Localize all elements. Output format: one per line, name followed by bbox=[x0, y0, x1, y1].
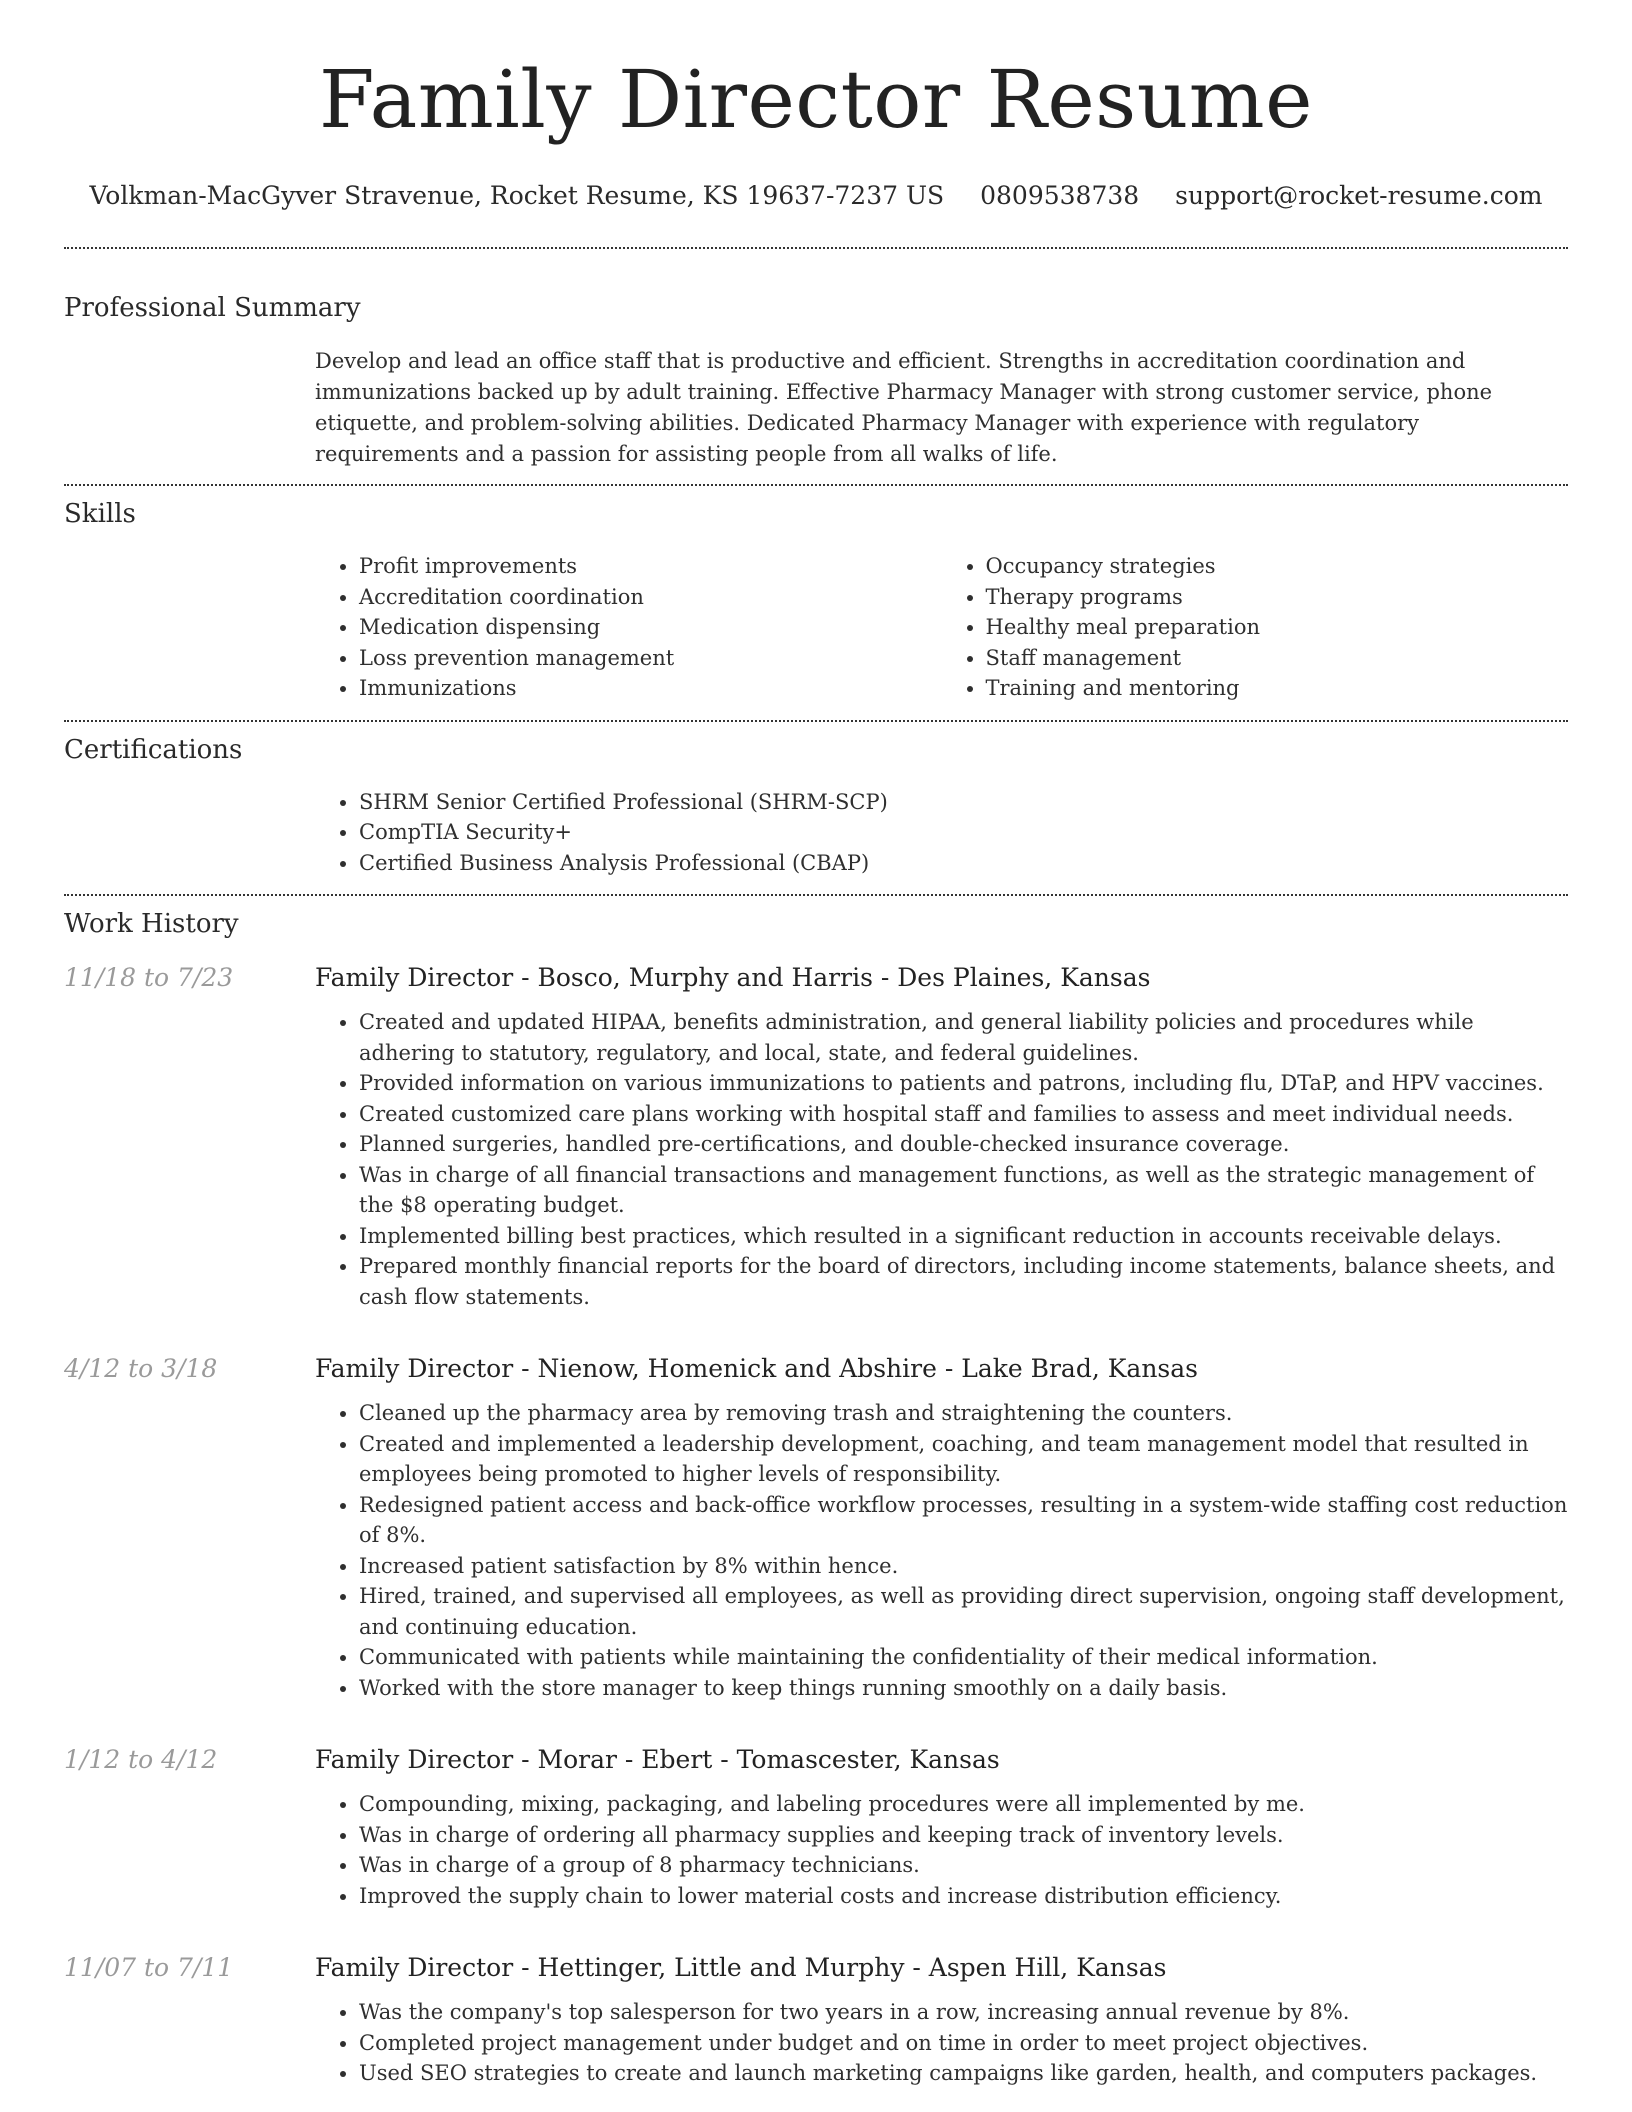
certifications-heading: Certifications bbox=[64, 734, 243, 765]
jobs-list bbox=[64, 961, 1568, 2089]
skills-columns bbox=[315, 551, 1568, 704]
skills-list-left bbox=[315, 551, 942, 704]
job-bullets-block bbox=[315, 1398, 1568, 1703]
skill-item: • Training and mentoring bbox=[986, 673, 1569, 704]
job-bullet: • Planned surgeries, handled pre-certifications, and double-checked insurance coverage. bbox=[359, 1129, 1568, 1160]
job-bullet: • Improved the supply chain to lower material costs and increase distribution efficiency. bbox=[359, 1881, 1568, 1912]
job-title: Family Director - Hettinger, Little and Murphy - Aspen Hill, Kansas bbox=[315, 1953, 1167, 1982]
skills-list-right bbox=[942, 551, 1569, 704]
certification-item: • SHRM Senior Certified Professional (SHRM-SCP) bbox=[359, 787, 1568, 818]
skill-item: • Profit improvements bbox=[359, 551, 942, 582]
summary-divider bbox=[64, 484, 1568, 486]
summary-heading: Professional Summary bbox=[64, 293, 361, 323]
skill-item: • Staff management bbox=[986, 643, 1569, 674]
skill-item: • Occupancy strategies bbox=[986, 551, 1569, 582]
job-bullets bbox=[315, 1398, 1568, 1703]
job-title: Family Director - Nienow, Homenick and Abshire - Lake Brad, Kansas bbox=[315, 1354, 1198, 1383]
job-bullet: • Implemented billing best practices, which resulted in a significant reduction in accounts receivable delays. bbox=[359, 1221, 1568, 1252]
job-bullet: • Was in charge of a group of 8 pharmacy technicians. bbox=[359, 1850, 1568, 1881]
job-bullet: • Was the company's top salesperson for two years in a row, increasing annual revenue by 8%. bbox=[359, 1997, 1568, 2028]
job-entry bbox=[64, 1352, 1568, 1703]
job-bullet: • Was in charge of ordering all pharmacy supplies and keeping track of inventory levels. bbox=[359, 1820, 1568, 1851]
contact-line bbox=[64, 180, 1568, 212]
work-history-section bbox=[64, 907, 1568, 2089]
skills-heading: Skills bbox=[64, 499, 136, 529]
job-bullets-block bbox=[315, 1007, 1568, 1312]
job-bullets bbox=[315, 1789, 1568, 1911]
job-date: 11/18 to 7/23 bbox=[64, 963, 234, 992]
job-bullet: • Hired, trained, and supervised all employees, as well as providing direct supervision, ongoing staff development, and continuing education. bbox=[359, 1581, 1568, 1642]
job-date: 11/07 to 7/11 bbox=[64, 1953, 234, 1982]
job-entry bbox=[64, 1743, 1568, 1911]
certifications-section bbox=[64, 733, 1568, 879]
job-bullets-block bbox=[315, 1789, 1568, 1911]
job-bullet: • Increased patient satisfaction by 8% within hence. bbox=[359, 1551, 1568, 1582]
header-divider bbox=[64, 247, 1568, 249]
job-bullets bbox=[315, 1997, 1568, 2089]
work-history-heading: Work History bbox=[64, 909, 239, 939]
job-bullet: • Worked with the store manager to keep things running smoothly on a daily basis. bbox=[359, 1673, 1568, 1704]
certifications-divider bbox=[64, 894, 1568, 896]
job-title: Family Director - Bosco, Murphy and Harris - Des Plaines, Kansas bbox=[315, 963, 1151, 992]
skill-item: • Immunizations bbox=[359, 673, 942, 704]
job-bullet: • Provided information on various immunizations to patients and patrons, including flu, DTaP, and HPV vaccines. bbox=[359, 1068, 1568, 1099]
job-bullet: • Created and updated HIPAA, benefits administration, and general liability policies and procedures while adhering to statutory, regulatory, and local, state, and federal guidelines. bbox=[359, 1007, 1568, 1068]
job-date: 4/12 to 3/18 bbox=[64, 1354, 218, 1383]
summary-text: Develop and lead an office staff that is productive and efficient. Strengths in accreditation coordination and immunizations backed up by adult training. Effective Pharmacy Manager with strong customer service, phone etiquette, and problem-solving abilities. Dedicated Pharmacy Manager with experience with regulatory requirements and a passion for assisting people from all walks of life. bbox=[315, 349, 1493, 466]
skill-item: • Accreditation coordination bbox=[359, 582, 942, 613]
skills-section bbox=[64, 497, 1568, 704]
job-bullet: • Was in charge of all financial transactions and management functions, as well as the strategic management of the $8 operating budget. bbox=[359, 1160, 1568, 1221]
job-entry bbox=[64, 1951, 1568, 2089]
job-bullet: • Created customized care plans working with hospital staff and families to assess and meet individual needs. bbox=[359, 1099, 1568, 1130]
contact-address: Volkman-MacGyver Stravenue, Rocket Resume, KS 19637-7237 US bbox=[89, 181, 945, 210]
certification-item: • CompTIA Security+ bbox=[359, 817, 1568, 848]
contact-phone: 0809538738 bbox=[980, 181, 1140, 210]
job-bullets-block bbox=[315, 1997, 1568, 2089]
resume-title: Family Director Resume bbox=[319, 53, 1313, 146]
job-date: 1/12 to 4/12 bbox=[64, 1745, 218, 1774]
job-entry bbox=[64, 961, 1568, 1312]
contact-email: support@rocket-resume.com bbox=[1175, 181, 1543, 210]
resume-page bbox=[64, 0, 1568, 2089]
job-bullets bbox=[315, 1007, 1568, 1312]
job-bullet: • Created and implemented a leadership development, coaching, and team management model that resulted in employees being promoted to higher levels of responsibility. bbox=[359, 1429, 1568, 1490]
job-bullet: • Redesigned patient access and back-office workflow processes, resulting in a system-wide staffing cost reduction of 8%. bbox=[359, 1490, 1568, 1551]
job-bullet: • Prepared monthly financial reports for the board of directors, including income statements, balance sheets, and cash flow statements. bbox=[359, 1251, 1568, 1312]
skill-item: • Healthy meal preparation bbox=[986, 612, 1569, 643]
skill-item: • Therapy programs bbox=[986, 582, 1569, 613]
summary-section bbox=[64, 291, 1568, 470]
job-bullet: • Used SEO strategies to create and launch marketing campaigns like garden, health, and computers packages. bbox=[359, 2058, 1568, 2089]
skill-item: • Loss prevention management bbox=[359, 643, 942, 674]
job-title: Family Director - Morar - Ebert - Tomascester, Kansas bbox=[315, 1745, 1000, 1774]
certifications-list bbox=[315, 787, 1568, 879]
job-bullet: • Compounding, mixing, packaging, and labeling procedures were all implemented by me. bbox=[359, 1789, 1568, 1820]
skills-divider bbox=[64, 720, 1568, 722]
job-bullet: • Cleaned up the pharmacy area by removing trash and straightening the counters. bbox=[359, 1398, 1568, 1429]
certification-item: • Certified Business Analysis Professional (CBAP) bbox=[359, 848, 1568, 879]
certifications-block bbox=[315, 787, 1568, 879]
skill-item: • Medication dispensing bbox=[359, 612, 942, 643]
job-bullet: • Communicated with patients while maintaining the confidentiality of their medical information. bbox=[359, 1642, 1568, 1673]
job-bullet: • Completed project management under budget and on time in order to meet project objectives. bbox=[359, 2028, 1568, 2059]
